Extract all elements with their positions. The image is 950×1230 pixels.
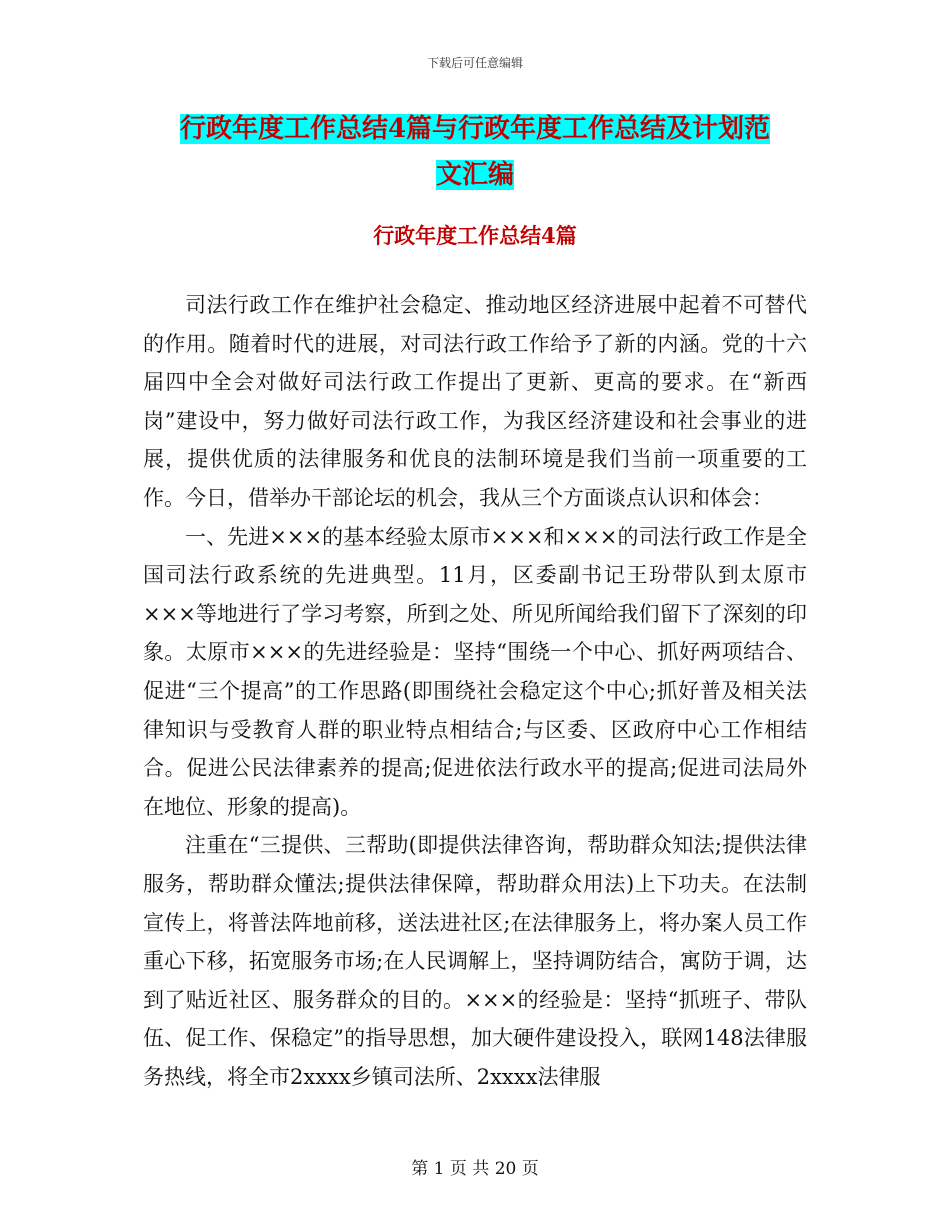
body-text bbox=[143, 286, 807, 1096]
document-title-line-1: 行政年度工作总结4篇与行政年度工作总结及计划范 bbox=[179, 114, 771, 144]
paragraph: 注重在“三提供、三帮助(即提供法律咨询，帮助群众知法;提供法律服务，帮助群众懂法;提供法律保障，帮助群众用法)上下功夫。在法制宣传上，将普法阵地前移，送法进社区;在法律服务上，将办案人员工作重心下移，拓宽服务市场;在人民调解上，坚持调防结合，寓防于调，达到了贴近社区、服务群众的目的。×××的经验是：坚持“抓班子、带队伍、促工作、保稳定”的指导思想，加大硬件建设投入，联网148法律服务热线，将全市2xxxx乡镇司法所、2xxxx法律服 bbox=[143, 833, 807, 1089]
paragraph: 司法行政工作在维护社会稳定、推动地区经济进展中起着不可替代的作用。随着时代的进展，对司法行政工作给予了新的内涵。党的十六届四中全会对做好司法行政工作提出了更新、更高的要求。在“新西岗”建设中，努力做好司法行政工作，为我区经济建设和社会事业的进展，提供优质的法律服务和优良的法制环境是我们当前一项重要的工作。今日，借举办干部论坛的机会，我从三个方面谈点认识和体会： bbox=[143, 293, 807, 510]
document-title-line-2: 文汇编 bbox=[435, 160, 514, 190]
document-title bbox=[140, 106, 810, 198]
page-footer: 第 1 页 共 20 页 bbox=[411, 1159, 539, 1179]
header-note: 下载后可任意编辑 bbox=[426, 56, 523, 70]
paragraph: 一、先进×××的基本经验太原市×××和×××的司法行政工作是全国司法行政系统的先进典型。11月，区委副书记王玢带队到太原市×××等地进行了学习考察，所到之处、所见所闻给我们留下了深刻的印象。太原市×××的先进经验是：坚持“围绕一个中心、抓好两项结合、促进“三个提高”的工作思路(即围绕社会稳定这个中心;抓好普及相关法律知识与受教育人群的职业特点相结合;与区委、区政府中心工作相结合。促进公民法律素养的提高;促进依法行政水平的提高;促进司法局外在地位、形象的提高)。 bbox=[143, 524, 807, 819]
section-title: 行政年度工作总结4篇 bbox=[373, 223, 577, 248]
